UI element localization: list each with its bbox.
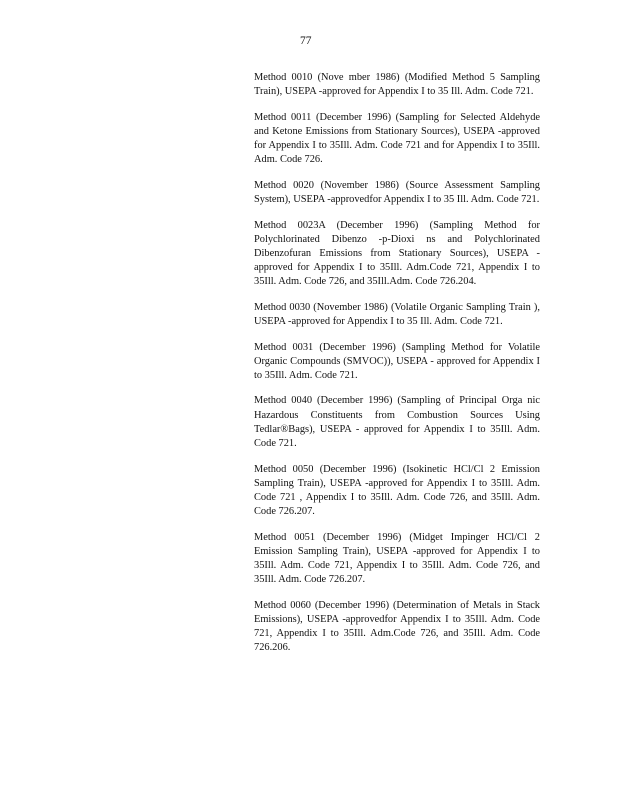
method-entry-0040: Method 0040 (December 1996) (Sampling of Principal Orga nic Hazardous Constituents from Combustion Sources Using Tedlar®Bags), USEPA - approved for Appendix I to 35Ill. Adm. Code 721.	[254, 395, 540, 450]
method-entry-0050: Method 0050 (December 1996) (Isokinetic HCl/Cl 2 Emission Sampling Train), USEPA -approved for Appendix I to 35Ill. Adm. Code 721 , Appendix I to 35Ill. Adm. Code 726, and 35Ill. Adm. Code 726.207.	[254, 463, 540, 518]
page-number: 77	[300, 35, 312, 47]
method-list	[254, 71, 540, 667]
method-entry-0031: Method 0031 (December 1996) (Sampling Method for Volatile Organic Compounds (SMVOC)), USEPA - approved for Appendix I to 35Ill. Adm. Code 721.	[254, 341, 540, 381]
method-entry-0023a: Method 0023A (December 1996) (Sampling Method for Polychlorinated Dibenzo -p-Dioxi ns and Polychlorinated Dibenzofuran Emissions from Stationary Sources), USEPA -approved for Appendix I to 35Ill. Adm.Code 721, Appendix I to 35Ill. Adm. Code 726, and 35Ill.Adm. Code 726.204.	[254, 219, 540, 288]
method-entry-0010: Method 0010 (Nove mber 1986) (Modified Method 5 Sampling Train), USEPA -approved for Appendix I to 35 Ill. Adm. Code 721.	[254, 72, 540, 98]
method-entry-0060: Method 0060 (December 1996) (Determination of Metals in Stack Emissions), USEPA -approvedfor Appendix I to 35Ill. Adm. Code 721, Appendix I to 35Ill. Adm.Code 726, and 35Ill. Adm. Code 726.206.	[254, 599, 540, 654]
method-entry-0011: Method 0011 (December 1996) (Sampling for Selected Aldehyde and Ketone Emissions from Stationary Sources), USEPA -approved for Appendix I to 35Ill. Adm. Code 721 and for Appendix I to 35Ill. Adm. Code 726.	[254, 111, 540, 166]
method-entry-0051: Method 0051 (December 1996) (Midget Impinger HCl/Cl 2 Emission Sampling Train), USEPA -approved for Appendix I to 35Ill. Adm. Code 721, Appendix I to 35Ill. Adm. Code 726, and 35Ill. Adm. Code 726.207.	[254, 531, 540, 586]
method-entry-0030: Method 0030 (November 1986) (Volatile Organic Sampling Train ), USEPA -approved for Appendix I to 35 Ill. Adm. Code 721.	[254, 301, 540, 328]
method-entry-0020: Method 0020 (November 1986) (Source Assessment Sampling System), USEPA -approvedfor Appendix I to 35 Ill. Adm. Code 721.	[254, 179, 540, 206]
